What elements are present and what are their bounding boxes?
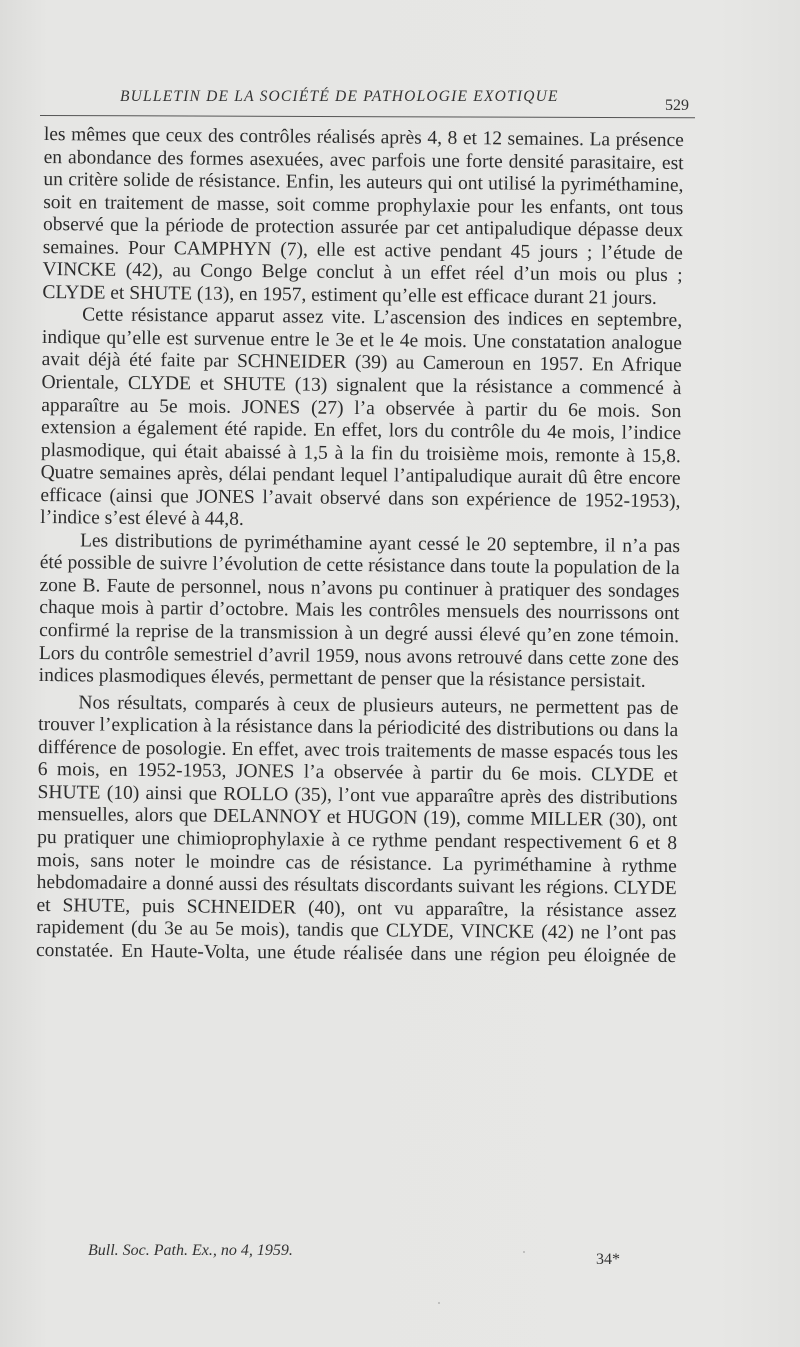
paragraph-3: Les distributions de pyriméthamine ayant cessé le 20 septembre, il n’a pas été possible de suivre l’évolution de cette résistance dans toute la population de la zone B. Faute de personnel, nous n’avons pu continuer à pratiquer des sondages chaque mois à partir d’octobre. Mais les contrôles mensuels des nourrissons ont confirmé la reprise de la transmission à un degré aussi élevé qu’en zone témoin. Lors du contrôle semestriel d’avril 1959, nous avons retrouvé dans cette zone des indices plasmodiques élevés, permettant de penser que la résistance persistait. — [38, 530, 681, 692]
paragraph-4: Nos résultats, comparés à ceux de plusieurs auteurs, ne permettent pas de trouver l’explication à la résistance dans la périodicité des distributions ou dans la différence de posologie. En effet, avec trois traitements de masse espacés tous les 6 mois, en 1952-1953, JONES l’a observée à partir du 6e mois. CLYDE et SHUTE (10) ainsi que ROLLO (35), l’ont vue apparaître après des distributions mensuelles, alors que DELANNOY et HUGON (19), comme MILLER (30), ont pu pratiquer une chimioprophylaxie à ce rythme pendant respectivement 6 et 8 mois, sans noter le moindre cas de résistance. La pyriméthamine à rythme hebdomadaire a donné aussi des résultats discordants suivant les régions. CLYDE et SHUTE, puis SCHNEIDER (40), ont vu apparaître, la résistance assez rapidement (du 3e au 5e mois), tandis que CLYDE, VINCKE (42) ne l’ont pas constatée. En Haute-Volta, une étude réalisée dans une région peu éloignée de — [35, 692, 679, 967]
body-text — [36, 124, 684, 968]
header-rule — [40, 115, 695, 118]
page-number: 529 — [665, 97, 689, 114]
paper-speck — [438, 1302, 440, 1304]
paragraph-1: les mêmes que ceux des contrôles réalisés après 4, 8 et 12 semaines. La présence en abondance des formes asexuées, avec parfois une forte densité parasitaire, est un critère solide de résistance. Enfin, les auteurs qui ont utilisé la pyriméthamine, soit en traitement de masse, soit comme prophylaxie pour les enfants, ont tous observé que la période de protection assurée par cet antipaludique dépasse deux semaines. Pour CAMPHYN (7), elle est active pendant 45 jours ; l’étude de VINCKE (42), au Congo Belge conclut à un effet réel d’un mois ou plus ; CLYDE et SHUTE (13), en 1957, estiment qu’elle est efficace durant 21 jours. — [42, 124, 684, 309]
paper-speck — [250, 1255, 252, 1257]
running-title: BULLETIN DE LA SOCIÉTÉ DE PATHOLOGIE EXOTIQUE — [120, 88, 559, 105]
paragraph-2: Cette résistance apparut assez vite. L’ascension des indices en septembre, indique qu’elle est survenue entre le 3e et le 4e mois. Une constatation analogue avait déjà été faite par SCHNEIDER (39) au Cameroun en 1957. En Afrique Orientale, CLYDE et SHUTE (13) signalent que la résistance a commencé à apparaître au 5e mois. JONES (27) l’a observée à partir du 6e mois. Son extension a également été rapide. En effet, lors du contrôle du 4e mois, l’indice plasmodique, qui était abaissé à 1,5 à la fin du troisième mois, remonte à 15,8. Quatre semaines après, délai pendant lequel l’antipaludique aurait dû être encore efficace (ainsi que JONES l’avait observé dans son expérience de 1952-1953), l’indice s’est élevé à 44,8. — [40, 304, 683, 531]
paper-speck — [523, 1251, 525, 1253]
sheet-signature: 34* — [596, 1251, 620, 1268]
journal-citation: Bull. Soc. Path. Ex., no 4, 1959. — [88, 1242, 293, 1259]
